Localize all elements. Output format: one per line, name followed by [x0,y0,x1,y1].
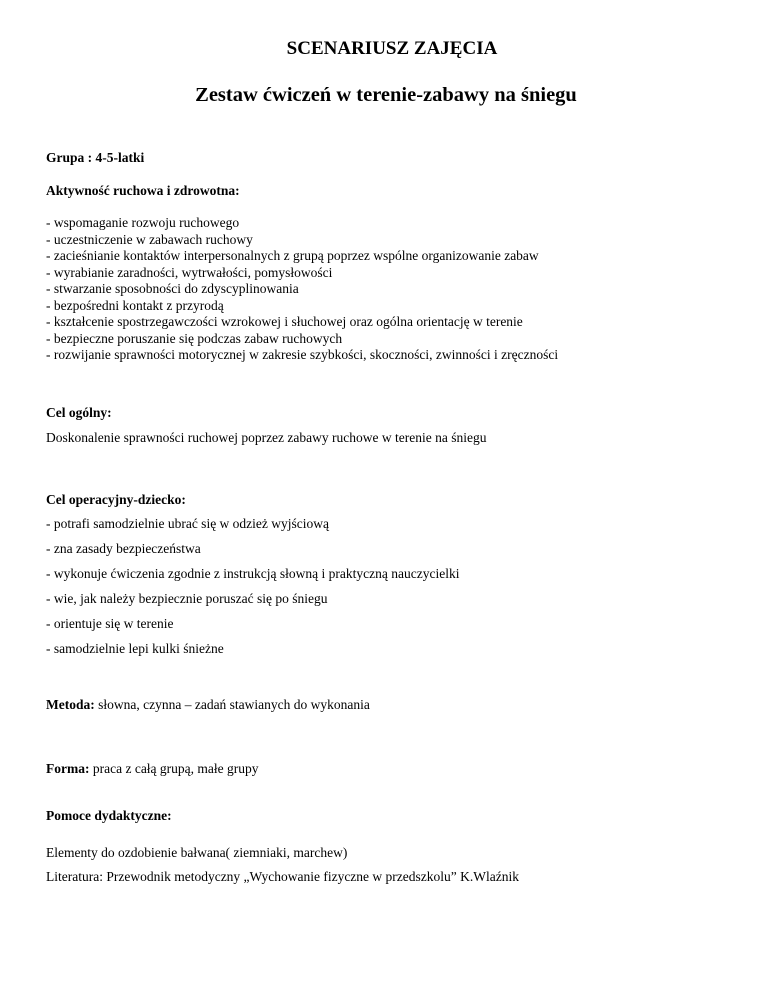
document-subtitle: Zestaw ćwiczeń w terenie-zabawy na śniegu [195,84,577,106]
list-item: - zna zasady bezpieczeństwa [46,541,201,556]
cel-operacyjny-list [46,516,459,666]
list-item: - stwarzanie sposobności do zdyscyplinowania [46,281,299,296]
list-item: - wspomaganie rozwoju ruchowego [46,215,240,230]
metoda-label: Metoda: [46,697,95,712]
forma-label: Forma: [46,761,90,776]
list-item: - wie, jak należy bezpiecznie poruszać się po śniegu [46,591,328,606]
pomoce-line-2: Literatura: Przewodnik metodyczny „Wychowanie fizyczne w przedszkolu” K.Wlaźnik [46,869,519,884]
forma-text: praca z całą grupą, małe grupy [89,761,259,776]
list-item: - bezpośredni kontakt z przyrodą [46,297,224,313]
list-item: - uczestniczenie w zabawach ruchowy [46,231,253,247]
document-title: SCENARIUSZ ZAJĘCIA [286,38,498,59]
list-item: - rozwijanie sprawności motorycznej w zakresie szybkości, skoczności, zwinności i zręczności [46,347,559,362]
list-item: - samodzielnie lepi kulki śnieżne [46,641,224,656]
list-item: - kształcenie spostrzegawczości wzrokowej i słuchowej oraz ogólna orientację w terenie [46,314,523,329]
cel-ogolny-text: Doskonalenie sprawności ruchowej poprzez zabawy ruchowe w terenie na śniegu [46,430,487,445]
grupa-label: Grupa : 4-5-latki [46,150,145,165]
list-item: - potrafi samodzielnie ubrać się w odzież wyjściową [46,516,330,531]
cel-operacyjny-heading: Cel operacyjny-dziecko: [46,492,186,507]
pomoce-heading: Pomoce dydaktyczne: [46,808,172,823]
list-item: - orientuje się w terenie [46,616,174,631]
metoda-line [46,697,370,713]
aktywnosc-list [46,215,558,364]
aktywnosc-heading: Aktywność ruchowa i zdrowotna: [46,183,240,198]
list-item: - wykonuje ćwiczenia zgodnie z instrukcją słowną i praktyczną nauczycielki [46,566,460,581]
cel-ogolny-heading: Cel ogólny: [46,405,112,420]
list-item: - bezpieczne poruszanie się podczas zabaw ruchowych [46,330,343,346]
list-item: - zacieśnianie kontaktów interpersonalnych z grupą poprzez wspólne organizowanie zabaw [46,248,539,263]
forma-line [46,761,259,777]
metoda-text: słowna, czynna – zadań stawianych do wykonania [94,697,370,712]
list-item: - wyrabianie zaradności, wytrwałości, pomysłowości [46,264,333,280]
pomoce-line-1: Elementy do ozdobienie bałwana( ziemniaki, marchew) [46,845,348,860]
